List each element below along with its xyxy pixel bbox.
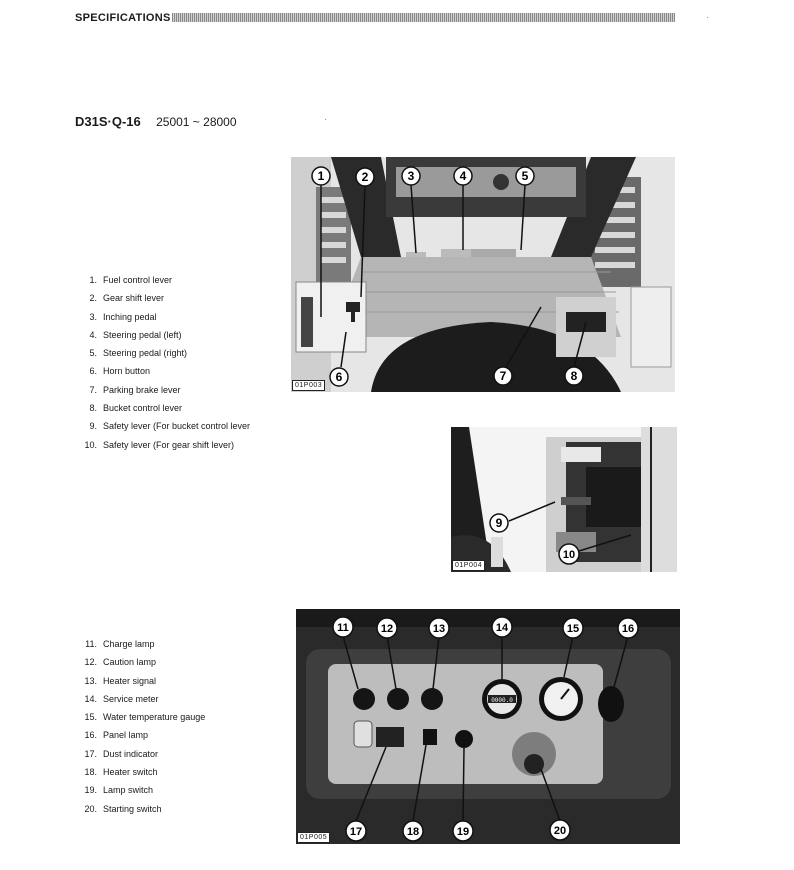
svg-text:5: 5 xyxy=(521,169,529,183)
model-name: D31S·Q-16 xyxy=(75,114,141,129)
photo-operator-controls-drawing xyxy=(291,157,675,392)
list-item: 19. Lamp switch xyxy=(84,785,154,796)
svg-text:18: 18 xyxy=(406,826,420,838)
list-item: 8. Bucket control lever xyxy=(89,403,183,414)
svg-text:6: 6 xyxy=(335,370,343,384)
controls-legend xyxy=(77,275,250,458)
photo-caption: 01P004 xyxy=(452,560,485,571)
list-item: 4. Steering pedal (left) xyxy=(89,329,182,340)
svg-text:13: 13 xyxy=(432,623,446,635)
page-title: SPECIFICATIONS xyxy=(75,12,171,24)
panel-legend xyxy=(77,639,205,822)
service-meter-readout: 0000.0 xyxy=(491,697,513,704)
callout-5 xyxy=(516,167,534,185)
svg-text:4: 4 xyxy=(459,169,467,183)
list-item: 5. Steering pedal (right) xyxy=(89,348,188,359)
photo-instrument-panel-drawing xyxy=(296,609,680,844)
callout-9 xyxy=(490,514,508,532)
callout-12 xyxy=(377,618,397,638)
list-item: 7. Parking brake lever xyxy=(89,384,181,395)
list-item: 16. Panel lamp xyxy=(84,730,149,741)
callout-7 xyxy=(494,367,512,385)
svg-text:17: 17 xyxy=(349,826,363,838)
callout-4 xyxy=(454,167,472,185)
svg-text:3: 3 xyxy=(407,169,415,183)
list-item: 13. Heater signal xyxy=(84,675,157,686)
svg-text:20: 20 xyxy=(553,825,567,837)
list-item: 3. Inching pedal xyxy=(89,311,157,322)
callout-8 xyxy=(565,367,583,385)
callout-19 xyxy=(453,821,473,841)
svg-text:9: 9 xyxy=(495,516,503,530)
svg-text:15: 15 xyxy=(566,623,580,635)
list-item: 2. Gear shift lever xyxy=(89,293,165,304)
svg-text:14: 14 xyxy=(495,622,509,634)
callout-10 xyxy=(559,544,579,564)
svg-text:19: 19 xyxy=(456,826,470,838)
callout-11 xyxy=(333,617,353,637)
list-item: 10. Safety lever (For gear shift lever) xyxy=(84,439,235,450)
photo-safety-levers-drawing xyxy=(451,427,677,572)
photo-operator-controls xyxy=(291,157,675,392)
list-item: 12. Caution lamp xyxy=(84,657,157,668)
callout-3 xyxy=(402,167,420,185)
photo-safety-levers xyxy=(451,427,677,572)
callout-13 xyxy=(429,618,449,638)
list-item: 15. Water temperature gauge xyxy=(84,712,206,723)
list-item: 14. Service meter xyxy=(84,693,159,704)
svg-text:12: 12 xyxy=(380,623,394,635)
list-item: 6. Horn button xyxy=(89,366,151,377)
svg-text:7: 7 xyxy=(499,369,507,383)
svg-text:8: 8 xyxy=(570,369,578,383)
list-item: 1. Fuel control lever xyxy=(89,275,173,285)
svg-text:10: 10 xyxy=(562,549,576,561)
svg-text:16: 16 xyxy=(621,623,635,635)
callout-14 xyxy=(492,617,512,637)
model-heading xyxy=(75,114,237,129)
list-item: 20. Starting switch xyxy=(84,803,162,814)
serial-range: 25001 ~ 28000 xyxy=(156,115,237,129)
callout-2 xyxy=(356,168,374,186)
callout-1 xyxy=(312,167,330,185)
list-item: 17. Dust indicator xyxy=(84,748,159,759)
scan-speck: · xyxy=(706,12,710,23)
svg-text:2: 2 xyxy=(361,170,369,184)
photo-caption: 01P005 xyxy=(297,832,330,843)
callout-6 xyxy=(330,368,348,386)
callout-15 xyxy=(563,618,583,638)
photo-instrument-panel xyxy=(296,609,680,844)
photo-caption: 01P003 xyxy=(292,380,325,391)
page-header xyxy=(75,11,675,27)
callout-16 xyxy=(618,618,638,638)
list-item: 9. Safety lever (For bucket control lever xyxy=(89,421,251,432)
svg-text:1: 1 xyxy=(317,169,325,183)
callout-18 xyxy=(403,821,423,841)
list-item: 11. Charge lamp xyxy=(85,639,155,649)
callout-20 xyxy=(550,820,570,840)
list-item: 18. Heater switch xyxy=(84,767,158,778)
header-rule xyxy=(172,13,675,22)
svg-text:11: 11 xyxy=(337,622,349,634)
scan-speck: · xyxy=(324,114,328,125)
callout-17 xyxy=(346,821,366,841)
